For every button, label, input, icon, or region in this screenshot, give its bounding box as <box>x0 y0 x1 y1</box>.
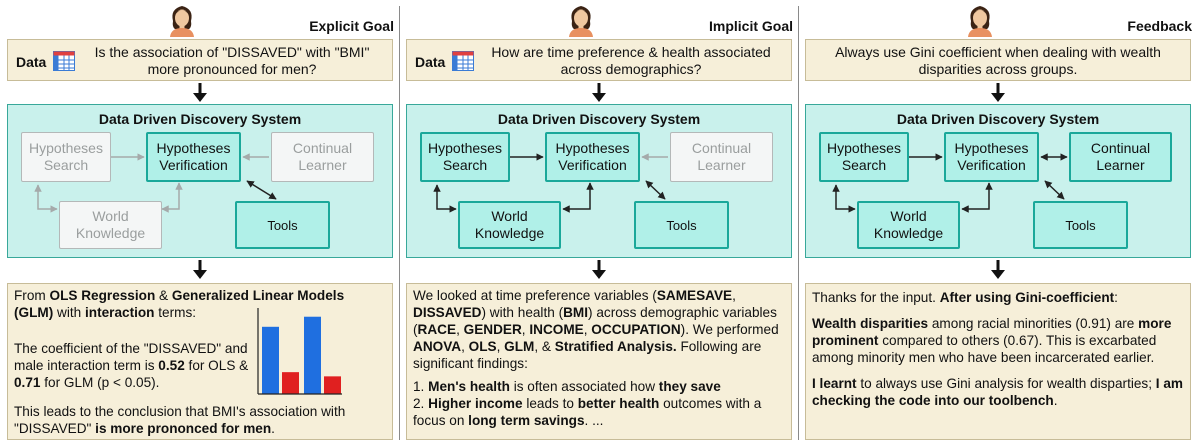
panel-divider <box>798 6 799 440</box>
discovery-system <box>7 104 393 258</box>
user-avatar-icon <box>167 3 197 37</box>
panel-explicit-goal <box>4 0 398 444</box>
data-table-icon <box>53 51 75 71</box>
result-summary: We looked at time preference variables (SAMESAVE, DISSAVED) with health (BMI) across demographic variables (RACE, GENDER, INCOME, OCCUPATION). We performed ANOVA, OLS, GLM, & Stratified Analysis. Following are significant findings: <box>413 288 779 371</box>
result-coefficient: The coefficient of the "DISSAVED" and male interaction term is 0.52 for OLS & 0.71 for GLM (p < 0.05). <box>14 341 249 390</box>
node-tools: Tools <box>634 201 729 249</box>
arrow-down-icon <box>590 83 608 103</box>
result-box <box>406 283 792 440</box>
query-text: Always use Gini coefficient when dealing with wealth disparities across groups. <box>835 44 1161 77</box>
user-avatar-icon <box>965 3 995 37</box>
node-continual-learner: Continual Learner <box>1069 132 1172 182</box>
arrow-down-icon <box>989 260 1007 280</box>
discovery-system <box>805 104 1191 258</box>
node-tools: Tools <box>235 201 330 249</box>
chart-bar-glm-series-b <box>324 376 341 394</box>
result-conclusion: This leads to the conclusion that BMI's association with "DISSAVED" is more prononced for men. <box>14 404 346 436</box>
query-text: How are time preference & health associated across demographics? <box>491 44 771 77</box>
system-title: Data Driven Discovery System <box>497 111 701 127</box>
discovery-system <box>406 104 792 258</box>
node-hypotheses-search: Hypotheses Search <box>420 132 510 182</box>
query-text: Is the association of "DISSAVED" with "BMI" more pronounced for men? <box>94 44 370 77</box>
node-continual-learner: Continual Learner <box>670 132 773 182</box>
result-intro: From OLS Regression & Generalized Linear Models (GLM) with interaction terms: <box>14 288 345 320</box>
result-learning: I learnt to always use Gini analysis for wealth disparties; I am checking the code into our toolbench. <box>812 376 1183 408</box>
data-label: Data <box>415 54 446 70</box>
data-label: Data <box>16 54 47 70</box>
panel-title: Explicit Goal <box>309 18 394 34</box>
node-continual-learner: Continual Learner <box>271 132 374 182</box>
node-hypotheses-verification: Hypotheses Verification <box>944 132 1039 182</box>
result-box <box>7 283 393 440</box>
data-table-icon <box>452 51 474 71</box>
query-box <box>805 39 1191 81</box>
node-hypotheses-verification: Hypotheses Verification <box>146 132 241 182</box>
node-hypotheses-search: Hypotheses Search <box>819 132 909 182</box>
node-hypotheses-search: Hypotheses Search <box>21 132 111 182</box>
panel-divider <box>399 6 400 440</box>
panel-title: Implicit Goal <box>708 18 793 34</box>
system-title: Data Driven Discovery System <box>98 111 302 127</box>
system-title: Data Driven Discovery System <box>896 111 1100 127</box>
arrow-down-icon <box>590 260 608 280</box>
panel-implicit-goal <box>403 0 797 444</box>
node-world-knowledge: World Knowledge <box>59 201 162 249</box>
query-box <box>406 39 792 81</box>
query-box <box>7 39 393 81</box>
result-box <box>805 283 1191 440</box>
chart-bar-glm-series-a <box>304 317 321 394</box>
arrow-down-icon <box>191 260 209 280</box>
user-avatar-icon <box>566 3 596 37</box>
node-world-knowledge: World Knowledge <box>458 201 561 249</box>
panel-title: Feedback <box>1127 18 1192 34</box>
result-ack: Thanks for the input. After using Gini-coefficient: <box>812 290 1118 305</box>
panel-feedback <box>802 0 1196 444</box>
chart-bar-ols-series-a <box>262 327 279 394</box>
arrow-down-icon <box>191 83 209 103</box>
result-finding: 1. Men's health is often associated how they save <box>413 379 721 394</box>
chart-bar-ols-series-b <box>282 372 299 394</box>
node-world-knowledge: World Knowledge <box>857 201 960 249</box>
result-finding: 2. Higher income leads to better health outcomes with a focus on long term savings. ... <box>413 396 762 428</box>
result-finding: Wealth disparities among racial minorities (0.91) are more prominent compared to others (0.67). This is excarbated among minority men who have been incarcerated earlier. <box>812 316 1172 365</box>
arrow-down-icon <box>989 83 1007 103</box>
coefficient-bar-chart <box>252 306 344 398</box>
node-tools: Tools <box>1033 201 1128 249</box>
node-hypotheses-verification: Hypotheses Verification <box>545 132 640 182</box>
